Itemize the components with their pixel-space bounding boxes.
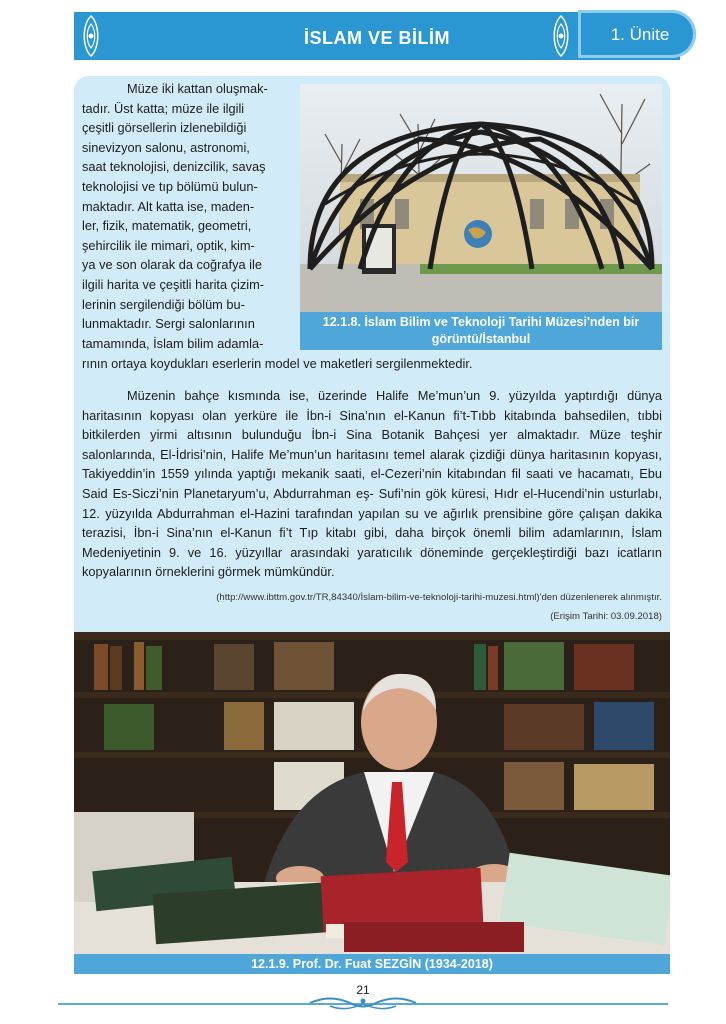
intro-line: maktadır. Alt katta ise, maden- [82,198,255,214]
caption-line: görüntü/İstanbul [431,332,531,346]
paragraph-text: Müzenin bahçe kısmında ise, üzerinde Halife Me’mun’un 9. yüzyılda yaptırdığı dünya haritasının kopyası olan yerküre ile İbn-i Sina’nın el-Kanun fi’t-Tıbb kitabında bahsedilen, tıbbi bitkilerden yirmi altısının bulunduğu İbn-i Sina Botanik Bahçesi yer almaktadır. Müze teşhir salonlarında, El-İdrisi’nin, Halife Me’mun’un haritasını temel alarak çizdiği dünya haritasının kopyası, Takiyeddin’in 1559 yılında yaptığı mekanik saati, el-Cezeri’nin kitabından fil saati ve hacamatı, Ebu Said Es-Siczi’nin Planetaryum’u, Abdurrahman eş- Sufi’nin gök küresi, Hıdr el-Hucendi’nin usturlabı, 12. yüzyılda Abdurrahman el-Hazini tarafından yapılan su ve ağırlık prensibine göre çalışan dakika terazisi, İbn-i Sina’nın el-Kanun fi’t Tıp kitabı gibi, daha birçok önemli bilim adamlarının, İslam Medeniyetinin 9. ve 16. yüzyıllar arasındaki yaratıcılık döneminde gerçekleştirdiği bazı icatların kopyalarının örneklerini görmek mümkündür. [82,388,662,580]
portrait-caption: 12.1.9. Prof. Dr. Fuat SEZGİN (1934-2018) [74,954,670,974]
portrait-photo [74,632,670,954]
intro-line: tamamında, İslam bilim adamla- [82,335,264,351]
intro-line: ilgili harita ve çeşitli harita çizim- [82,276,265,292]
intro-line: Müze iki kattan oluşmak- [127,81,268,96]
page-title: İSLAM VE BİLİM [304,28,450,48]
intro-line: tadır. Üst katta; müze ile ilgili [82,100,245,116]
unit-label: 1. Ünite [610,25,670,44]
body-paragraph [82,386,662,582]
intro-line: teknolojisi ve tıp bölümü bulun- [82,178,258,194]
source-url: (http://www.ibttm.gov.tr/TR,84340/İslam-bilim-ve-teknoloji-tarihi-muzesi.html)'den düzenlenerek alınmıştır. [216,592,662,603]
intro-line: lerinin sergilendiği bölüm bu- [82,296,245,312]
intro-line: ler, fizik, matematik, geometri, [82,218,252,234]
intro-line: çeşitli görsellerin izlenebildiği [82,120,247,136]
intro-line: ya ve son olarak da coğrafya ile [82,257,262,273]
access-date: (Erişim Tarihi: 03.09.2018) [550,611,662,622]
footer-ornament-icon [300,992,426,1014]
intro-line: şehircilik ile mimari, optik, kim- [82,237,255,253]
intro-line: lunmaktadır. Sergi salonlarının [82,316,255,332]
intro-tail: rının ortaya koydukları eserlerin model ve maketleri sergilenmektedir. [82,356,473,371]
photo-caption [300,312,662,350]
page-number: 21 [356,983,370,997]
intro-paragraph [82,79,288,353]
intro-line: saat teknolojisi, denizcilik, savaş [82,159,266,175]
caption-line: 12.1.8. İslam Bilim ve Teknoloji Tarihi Müzesi'nden bir [322,315,640,329]
museum-photo [300,84,662,312]
intro-line: sinevizyon salonu, astronomi, [82,139,250,155]
